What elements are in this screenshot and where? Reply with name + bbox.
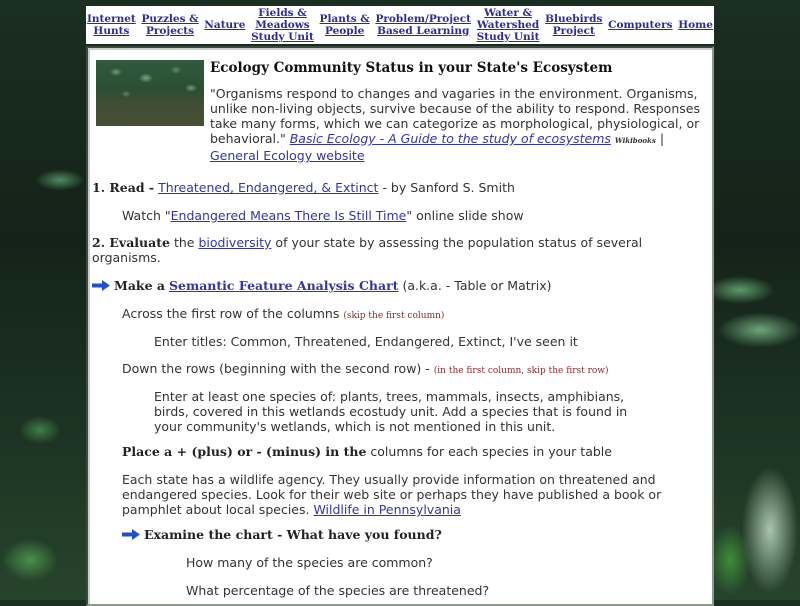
nav-bluebirds[interactable]: Bluebirds Project xyxy=(545,13,603,37)
across-instruction: Across the first row of the columns (skip the first column) xyxy=(122,306,445,321)
nav-fields-meadows[interactable]: Fields & Meadows Study Unit xyxy=(251,7,314,43)
page-container xyxy=(86,6,714,598)
step2-evaluate: 2. Evaluate the biodiversity of your state by assessing the population status of several organisms. xyxy=(92,235,643,265)
nav-home[interactable]: Home xyxy=(678,19,713,31)
nav-computers[interactable]: Computers xyxy=(608,19,673,31)
examine-heading: Examine the chart - What have you found? xyxy=(122,527,722,542)
main-content xyxy=(86,46,714,606)
threatened-endangered-link[interactable]: Threatened, Endangered, & Extinct xyxy=(158,180,379,195)
nav-water-watershed[interactable]: Water & Watershed Study Unit xyxy=(476,7,540,43)
skip-column-note: (skip the first column) xyxy=(343,311,445,321)
endangered-slideshow-link[interactable]: Endangered Means There Is Still Time xyxy=(170,208,407,223)
agency-info: Each state has a wildlife agency. They usually provide information on threatened and endangered species. Look for their web site or perhaps they have published a book or pamphlet about local species. Wildlife in Pennsylvania xyxy=(122,472,662,517)
nav-puzzles-projects[interactable]: Puzzles & Projects xyxy=(141,13,199,37)
header-section xyxy=(92,60,708,163)
wildlife-pennsylvania-link[interactable]: Wildlife in Pennsylvania xyxy=(313,502,461,517)
make-chart: Make a Semantic Feature Analysis Chart (a.k.a. - Table or Matrix) xyxy=(92,278,692,293)
step1-read: 1. Read - Threatened, Endangered, & Extinct - by Sanford S. Smith xyxy=(92,180,515,195)
place-instruction: Place a + (plus) or - (minus) in the columns for each species in your table xyxy=(122,444,612,459)
step1-watch: Watch "Endangered Means There Is Still Time" online slide show xyxy=(122,208,524,223)
ecology-quote: "Organisms respond to changes and vagaries in the environment. Organisms, unlike non-living objects, survive because of the ability to respond. Responses take many forms, which we can categorize as morphological, physiological, or behavioral." Basic Ecology - A Guide to the study of ecosystems Wikibooks | General Ecology website xyxy=(210,86,700,163)
species-instruction: Enter at least one species of: plants, trees, mammals, insects, amphibians, birds, covered in this wetlands ecostudy unit. Add a species that is found in your community's wetlands, which is not mentioned in this unit. xyxy=(154,389,628,434)
enter-titles: Enter titles: Common, Threatened, Endangered, Extinct, I've seen it xyxy=(154,334,578,349)
biodiversity-link[interactable]: biodiversity xyxy=(198,235,272,250)
question-threatened: What percentage of the species are threatened? xyxy=(186,583,490,598)
general-ecology-link[interactable]: General Ecology website xyxy=(210,148,365,163)
semantic-feature-link[interactable]: Semantic Feature Analysis Chart xyxy=(169,278,399,293)
right-arrow-icon xyxy=(122,529,140,540)
down-instruction: Down the rows (beginning with the second row) - (in the first column, skip the first row) xyxy=(122,361,609,376)
nav-problem-project[interactable]: Problem/Project Based Learning xyxy=(375,13,471,37)
wetland-photo xyxy=(96,60,204,126)
nav-plants-people[interactable]: Plants & People xyxy=(319,13,370,37)
nav-internet-hunts[interactable]: Internet Hunts xyxy=(87,13,136,37)
skip-row-note: (in the first column, skip the first row) xyxy=(433,366,609,376)
wikibooks-tag: Wikibooks xyxy=(614,136,656,145)
page-title: Ecology Community Status in your State's Ecosystem xyxy=(210,60,613,76)
basic-ecology-link[interactable]: Basic Ecology - A Guide to the study of ecosystems xyxy=(289,131,611,146)
nav-nature[interactable]: Nature xyxy=(204,19,246,31)
question-common: How many of the species are common? xyxy=(186,555,433,570)
right-arrow-icon xyxy=(92,280,110,291)
top-navigation xyxy=(86,6,714,44)
